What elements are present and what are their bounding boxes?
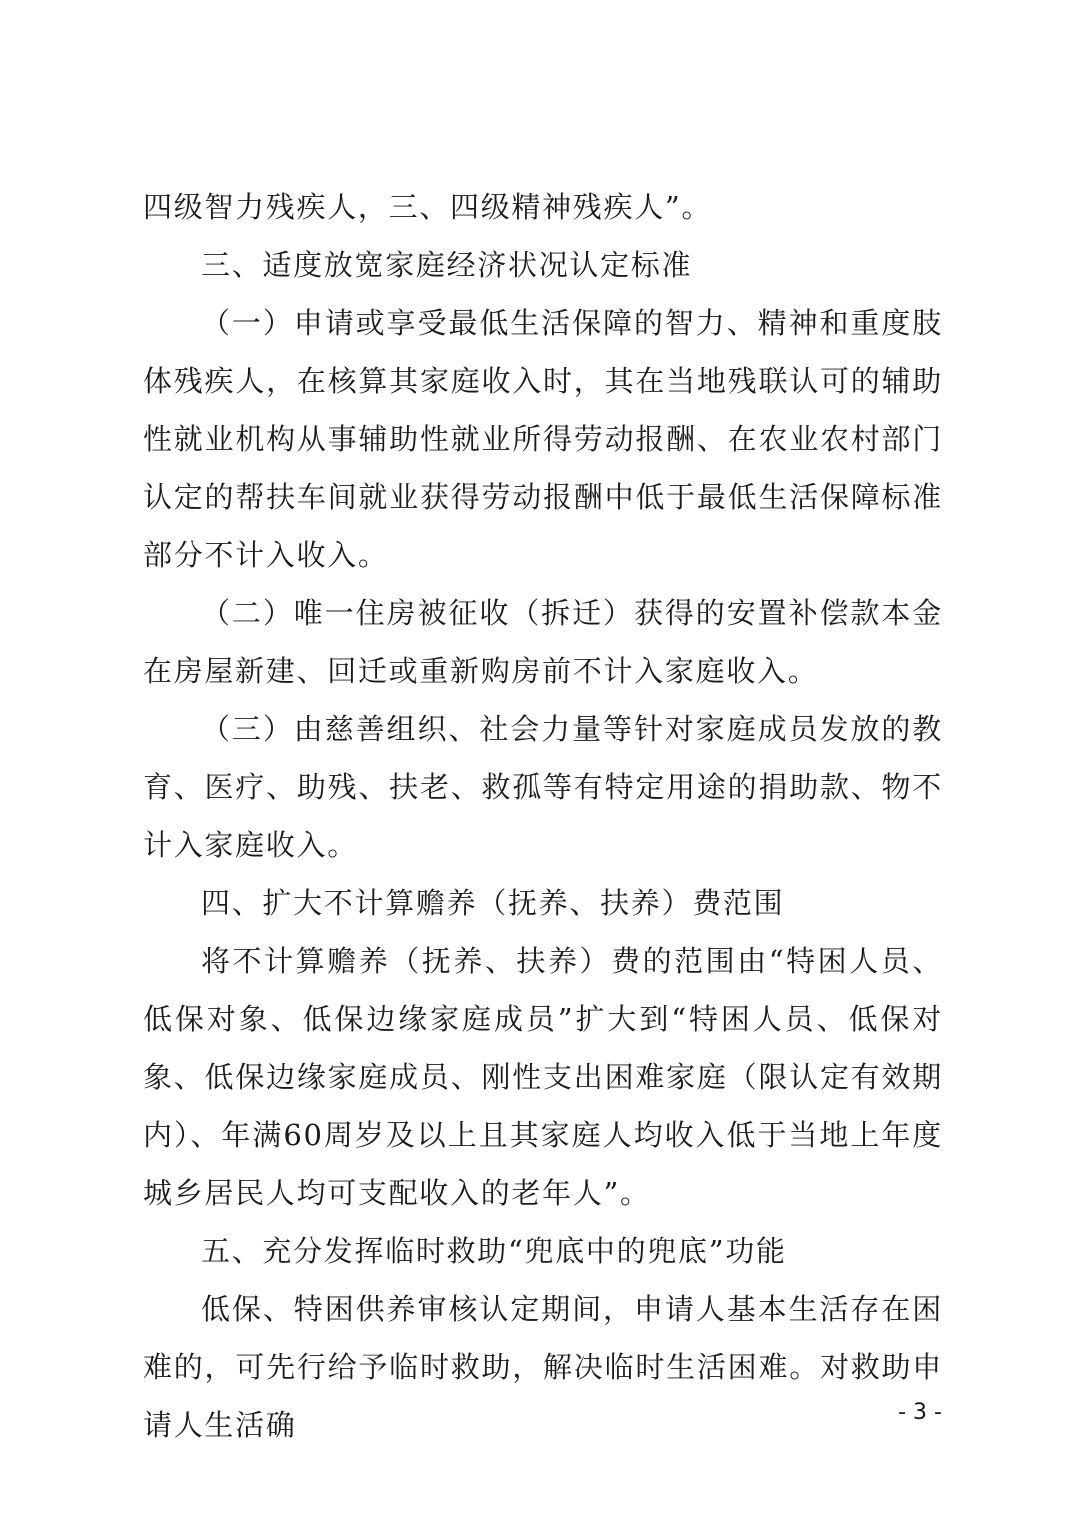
section-heading-3: 三、适度放宽家庭经济状况认定标准 xyxy=(201,248,693,282)
paragraph-3-1: （一）申请或享受最低生活保障的智力、精神和重度肢体残疾人，在核算其家庭收入时，其在当地残联认可的辅助性就业机构从事辅助性就业所得劳动报酬、在农业农村部门认定的帮扶车间就业获得劳动报酬中低于最低生活保障标准部分不计入收入。 xyxy=(143,306,943,572)
paragraph-3-2: （二）唯一住房被征收（拆迁）获得的安置补偿款本金在房屋新建、回迁或重新购房前不计入家庭收入。 xyxy=(143,596,943,688)
paragraph-3-3: （三）由慈善组织、社会力量等针对家庭成员发放的教育、医疗、助残、扶老、救孤等有特定用途的捐助款、物不计入家庭收入。 xyxy=(143,712,943,862)
section-heading-5: 五、充分发挥临时救助“兜底中的兜底”功能 xyxy=(201,1234,787,1268)
paragraph-5: 低保、特困供养审核认定期间，申请人基本生活存在困难的，可先行给予临时救助，解决临时生活困难。对救助申请人生活确 xyxy=(143,1292,943,1442)
page-number: - 3 - xyxy=(898,1400,942,1425)
document-body xyxy=(143,178,943,1454)
paragraph-continuation: 四级智力残疾人，三、四级精神残疾人”。 xyxy=(143,190,713,224)
paragraph-4: 将不计算赡养（抚养、扶养）费的范围由“特困人员、低保对象、低保边缘家庭成员”扩大到“特困人员、低保对象、低保边缘家庭成员、刚性支出困难家庭（限认定有效期内）、年满60周岁及以上且其家庭人均收入低于当地上年度城乡居民人均可支配收入的老年人”。 xyxy=(143,944,943,1210)
section-heading-4: 四、扩大不计算赡养（抚养、扶养）费范围 xyxy=(201,886,785,920)
